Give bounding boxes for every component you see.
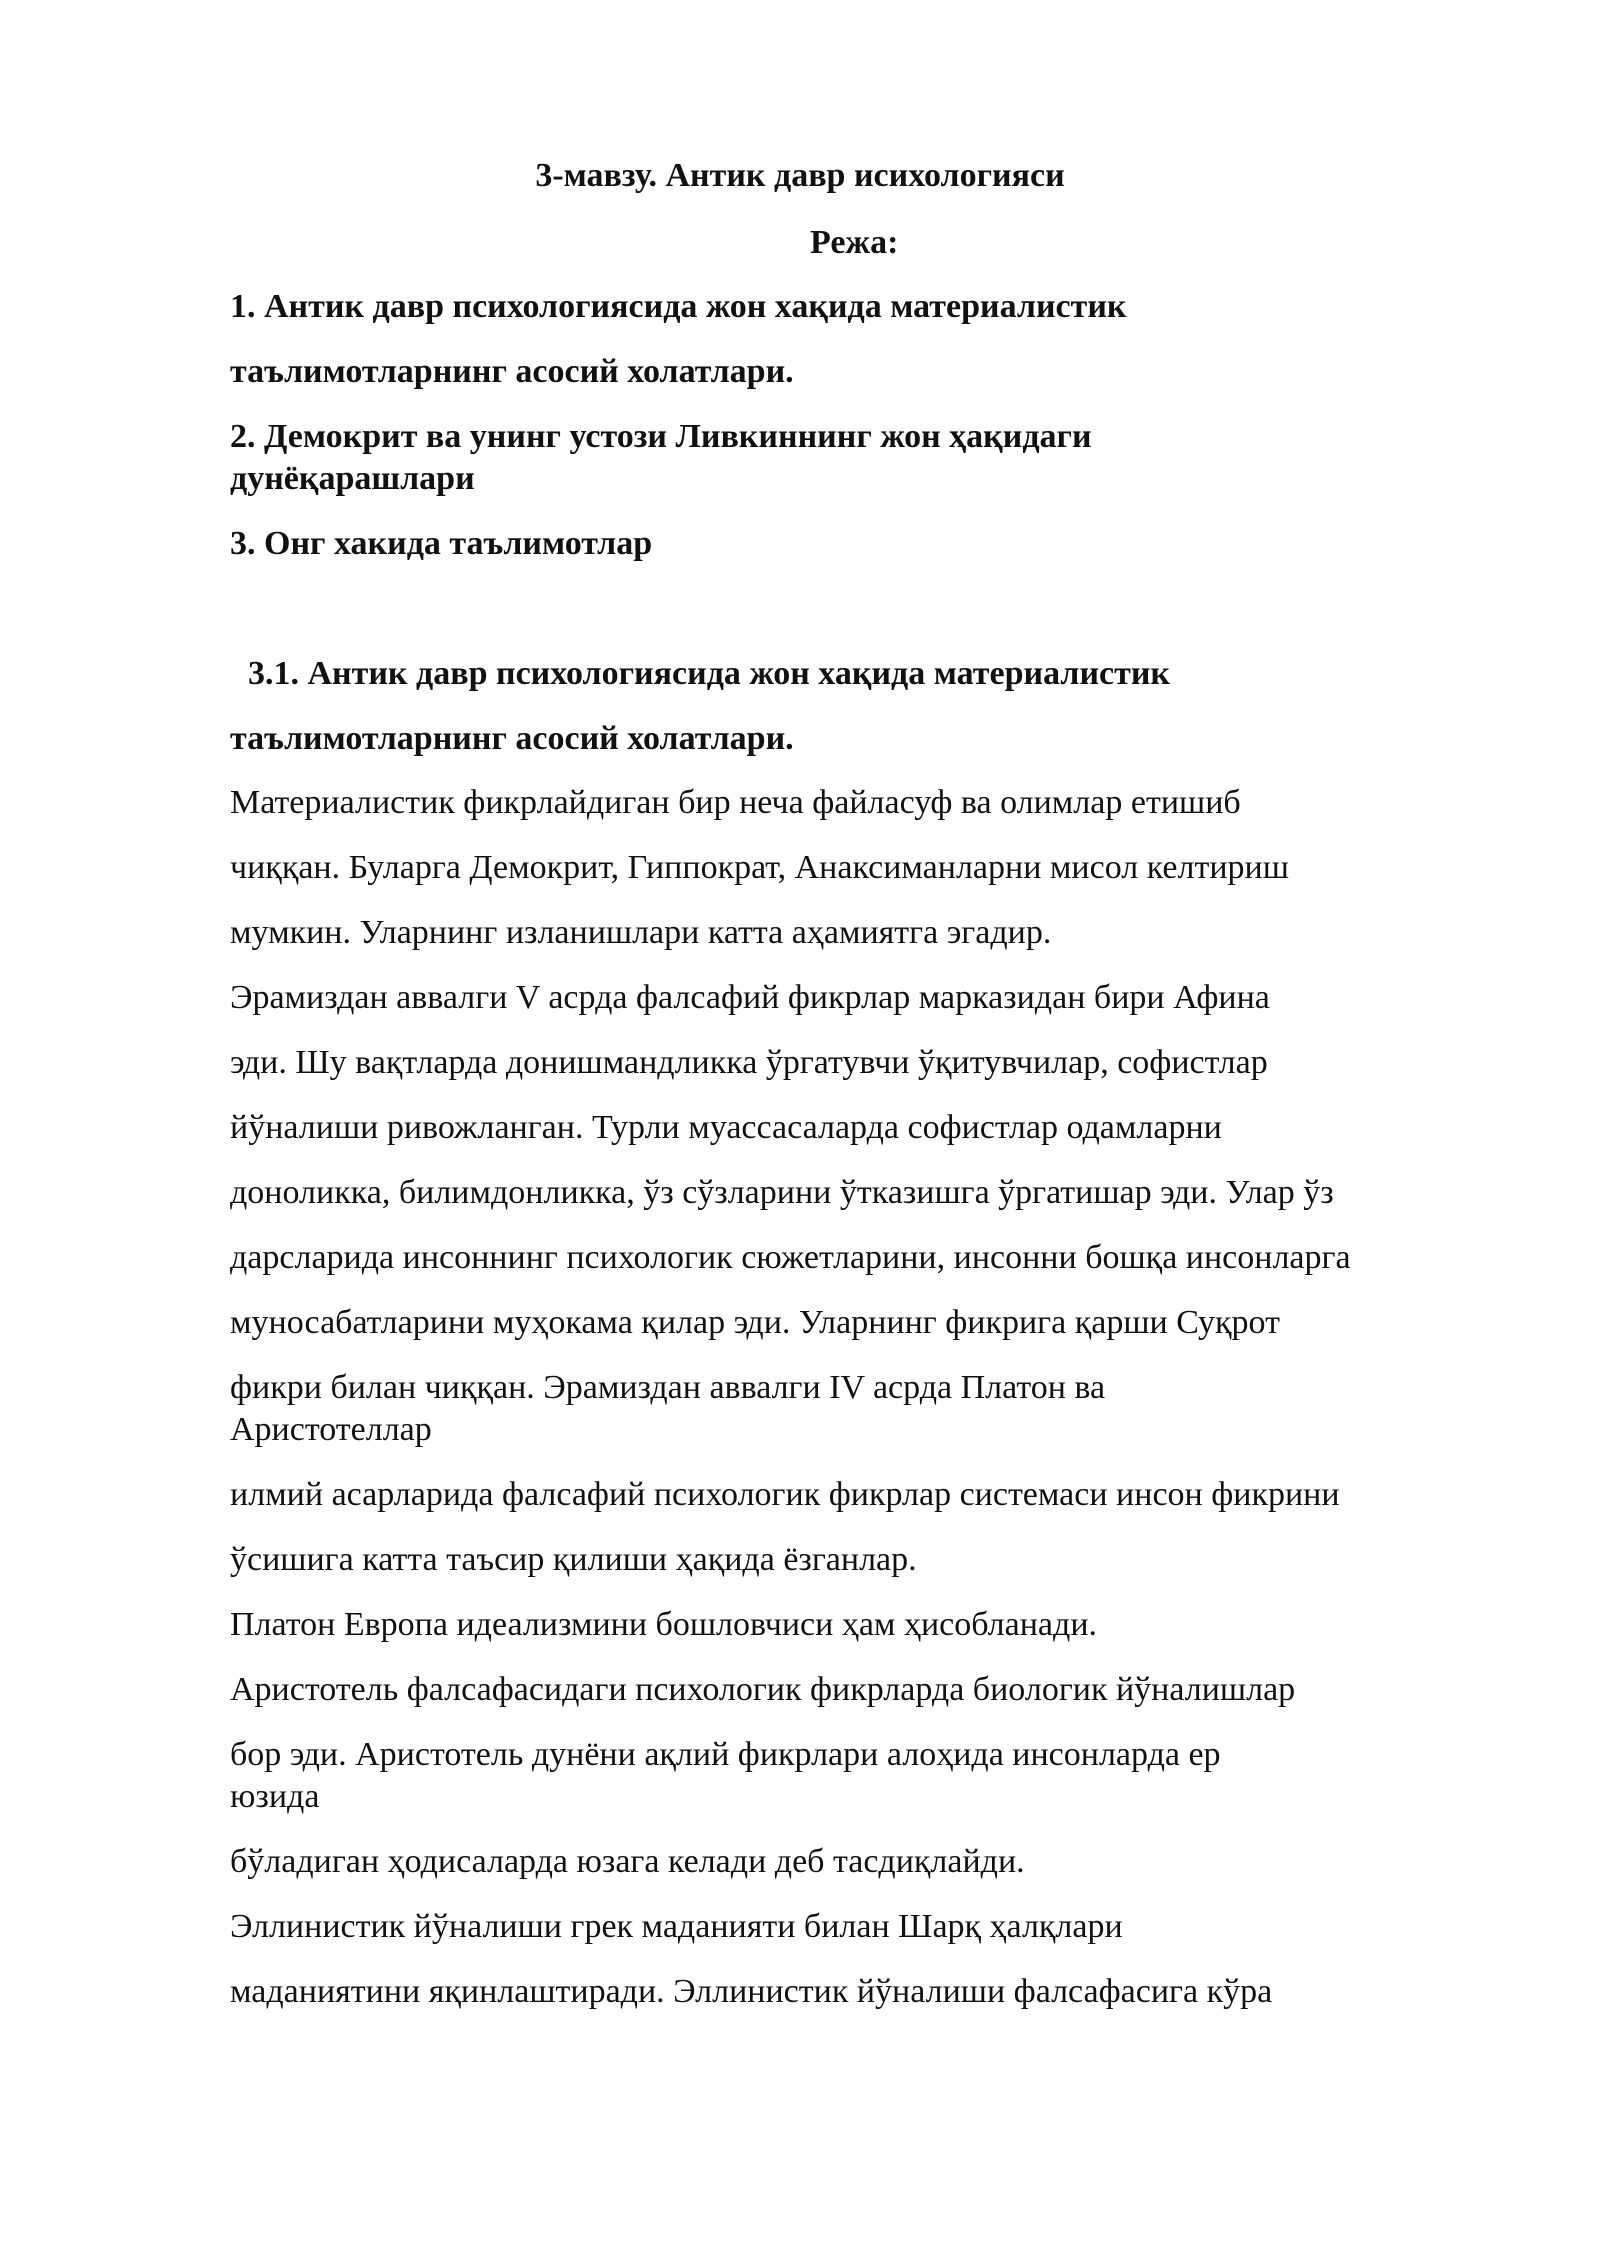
body-line: йўналиши ривожланган. Турли муассасаларда софистлар одамларни [230,1109,1222,1146]
plan-item-1-cont: таълимотларнинг асосий холатлари. [230,353,794,390]
body-line: муносабатларини муҳокама қилар эди. Уларнинг фикрига қарши Суқрот [230,1304,1280,1341]
body-line: эди. Шу вақтларда донишмандликка ўргатувчи ўқитувчилар, софистлар [230,1044,1268,1081]
body-line: маданиятини яқинлаштиради. Эллинистик йўналиши фалсафасига кўра [230,1973,1273,2010]
plan-item-3: 3. Онг хакида таълимотлар [230,525,653,562]
body-line: Аристотель фалсафасидаги психологик фикрларда биологик йўналишлар [230,1671,1296,1708]
body-line: дарсларида инсоннинг психологик сюжетларини, инсонни бошқа инсонларга [230,1239,1351,1276]
document-title: 3-мавзу. Антик давр исихологияси [535,157,1065,194]
plan-heading: Режа: [810,224,899,261]
plan-item-2: 2. Демокрит ва унинг устози Ливкиннинг жон ҳақидаги [230,418,1092,455]
body-line: бор эди. Аристотель дунёни ақлий фикрлари алоҳида инсонларда ер [230,1736,1221,1773]
body-line: юзида [230,1778,320,1815]
plan-item-1: 1. Антик давр психологиясида жон хақида материалистик [230,288,1127,325]
body-line: Платон Европа идеализмини бошловчиси ҳам ҳисобланади. [230,1606,1098,1643]
body-line: фикри билан чиққан. Эрамиздан аввалги IV асрда Платон ва [230,1369,1106,1406]
body-line: Аристотеллар [230,1411,432,1448]
body-line: ўсишига катта таъсир қилиши ҳақида ёзганлар. [230,1541,917,1578]
plan-item-2-cont: дунёқарашлари [230,460,475,497]
body-line: доноликка, билимдонликка, ўз сўзларини ўтказишга ўргатишар эди. Улар ўз [230,1174,1334,1211]
body-line: Эрамиздан аввалги V асрда фалсафий фикрлар марказидан бири Афина [230,979,1270,1016]
body-line: бўладиган ҳодисаларда юзага келади деб тасдиқлайди. [230,1843,1025,1880]
section-heading-cont: таълимотларнинг асосий холатлари. [230,720,794,757]
body-line: Эллинистик йўналиши грек маданияти билан Шарқ ҳалқлари [230,1908,1123,1945]
body-line: чиққан. Буларга Демокрит, Гиппократ, Анаксиманларни мисол келтириш [230,849,1289,886]
body-line: мумкин. Уларнинг изланишлари катта аҳамиятга эгадир. [230,914,1052,951]
body-line: Материалистик фикрлайдиган бир неча файласуф ва олимлар етишиб [230,784,1241,821]
body-line: илмий асарларида фалсафий психологик фикрлар системаси инсон фикрини [230,1476,1340,1513]
section-heading: 3.1. Антик давр психологиясида жон хақида материалистик [248,655,1171,692]
